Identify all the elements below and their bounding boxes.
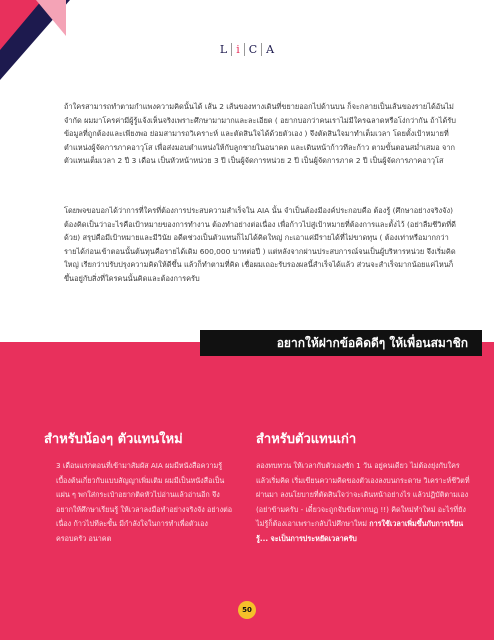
left-column-text: 3 เดือนแรกตอนที่เข้ามาสัมผัส AIA ผมมีหนังสือความรู้เบื้องต้นเกี่ยวกับแบบสัญญาเพิ่มเติม ผมมีเป็นหนังสือเป็นแผ่น ๆ พกใส่กระเป๋าอยากติดหัวไปอ่านแล้วอ่านอีก จึงอยากให้ศึกษาเรียนรู้ ให้เวลาลงมือทำอย่างจริงจัง อย่างต่อเนื่อง ก้าวไปทีละขั้น มีกำลังใจในการทำเพื่อตัวเองครอบครัว อนาคต [56, 461, 233, 543]
logo-letter: A [266, 42, 275, 56]
logo-letter: i [232, 43, 245, 56]
left-column-title: สำหรับน้องๆ ตัวแทนใหม่ [44, 432, 183, 447]
page-number: 50 [238, 601, 256, 619]
right-column-text [256, 459, 470, 546]
body-paragraph-2 [64, 204, 456, 286]
lica-logo [212, 38, 282, 60]
body-paragraph-1 [64, 100, 456, 168]
right-column-title: สำหรับตัวแทนเก่า [256, 432, 357, 447]
paragraph-text: โดยพจขอบอกได้ว่าการที่ใครที่ต้องการประสบความสำเร็จใน AIA นั้น จำเป็นต้องมีองค์ประกอบคือ ต้องรู้ (ศึกษาอย่างจริงจัง) ต้องคิดเป็นว่าอะไรคือเป้าหมายของการทำงาน ต้องทำอย่างต่อเนื่อง เพื่อก้าวไปสู่เป้าหมายที่ต้องการและตั้งไว้ (อย่าลืมชีวิตที่ดีด้วย) สรุปคือมีเป้าหมายและมีวินัย อดีตช่วงเป็นตัวแทนก็ไม่ได้คิดใหญ่ กะเอาแค่มีรายได้ที่ไม่ขาดทุน ( ต้องเท่าหรือมากกว่ารายได้ก่อนเข้าตอนนั้นต้นทุนคือรายได้เดิม 600,000 บาทต่อปี ) แต่หลังจากผ่านประสบการณ์จนเป็นผู้บริหารหน่วย จึงเริ่มคิดใหญ่ เรียกว่าปรับปรุงความคิดให้ดีขึ้น แล้วก็ทำตามที่คิด เชื่อผมเถอะรับรองผลนี้สำเร็จได้แล้ว ส่วนจะสำเร็จมากน้อยแค่ไหนก็ขึ้นอยู่กับสิ่งที่ใครคนนั้นคิดและต้องการครับ [64, 206, 456, 283]
decor-triangle-light-pink [36, 0, 66, 36]
section-heading: อยากให้ฝากข้อคิดดีๆ ให้เพื่อนสมาชิก [200, 330, 482, 356]
right-column-body: ลองทบทวน ให้เวลากับตัวเองซัก 1 วัน อยู่คนเดียว ไม่ต้องยุ่งกับใคร แล้วเริ่มคิด เริ่มเขียนความคิดของตัวเองลงบนกระดาษ วิเคราะห์ชีวิตที่ผ่านมา ลงนโยบายที่ตัดสินใจว่าจะเดินหน้าอย่างไร แล้วปฏิบัติตามเอง (อย่าข้ามครับ - เดี๋ยวจะถูกจับข้อหากบฏ !!) คิดใหม่ทำใหม่ อะไรที่ยังไม่รู้ก็ต้องเอาเพราะกลับไปศึกษาใหม่ [256, 461, 470, 528]
logo-letter: C [245, 43, 262, 56]
logo-letter: L [216, 43, 232, 56]
right-column-emphasis: การใช้เวลาเพิ่มขึ้นกับการเรียนรู้... จะเป็นการประหยัดเวลาครับ [256, 519, 464, 543]
paragraph-text: ถ้าใครสามารถทำตามกำแพงความคิดนั้นได้ เส้น 2 เส้นของทางเดินที่ขยายออกไปด้านบน ก็จะกลายเป็นเส้นของรายได้อันไม่จำกัด ผมมาโครค่ามีผู้รู้แจ้งเห็นจริงเพราะศึกษามามากและละเอียด ( อยากบอกว่าคนเราไม่มีใครฉลาดหรือโง่กว่ากัน ถ้าได้รับข้อมูลที่ถูกต้องและเพียงพอ ย่อมสามารถวิเคราะห์ และตัดสินใจได้ด้วยตัวเอง ) จึงตัดสินใจมาทำเต็มเวลา โดยตั้งเป้าหมายที่ตำแหน่งผู้จัดการภาคอาวุโส เพื่อส่งมอบตำแหน่งให้กับลูกชายในอนาคต และเดินหน้าก้าวทีละก้าว ตามขั้นตอนสม่ำเสมอ จากตัวแทนเต็มเวลา 2 ปี 3 เดือน เป็นหัวหน้าหน่วย 3 ปี เป็นผู้จัดการหน่วย 2 ปี เป็นผู้จัดการภาค 2 ปี เป็นผู้จัดการภาคอาวุโส [64, 102, 456, 166]
